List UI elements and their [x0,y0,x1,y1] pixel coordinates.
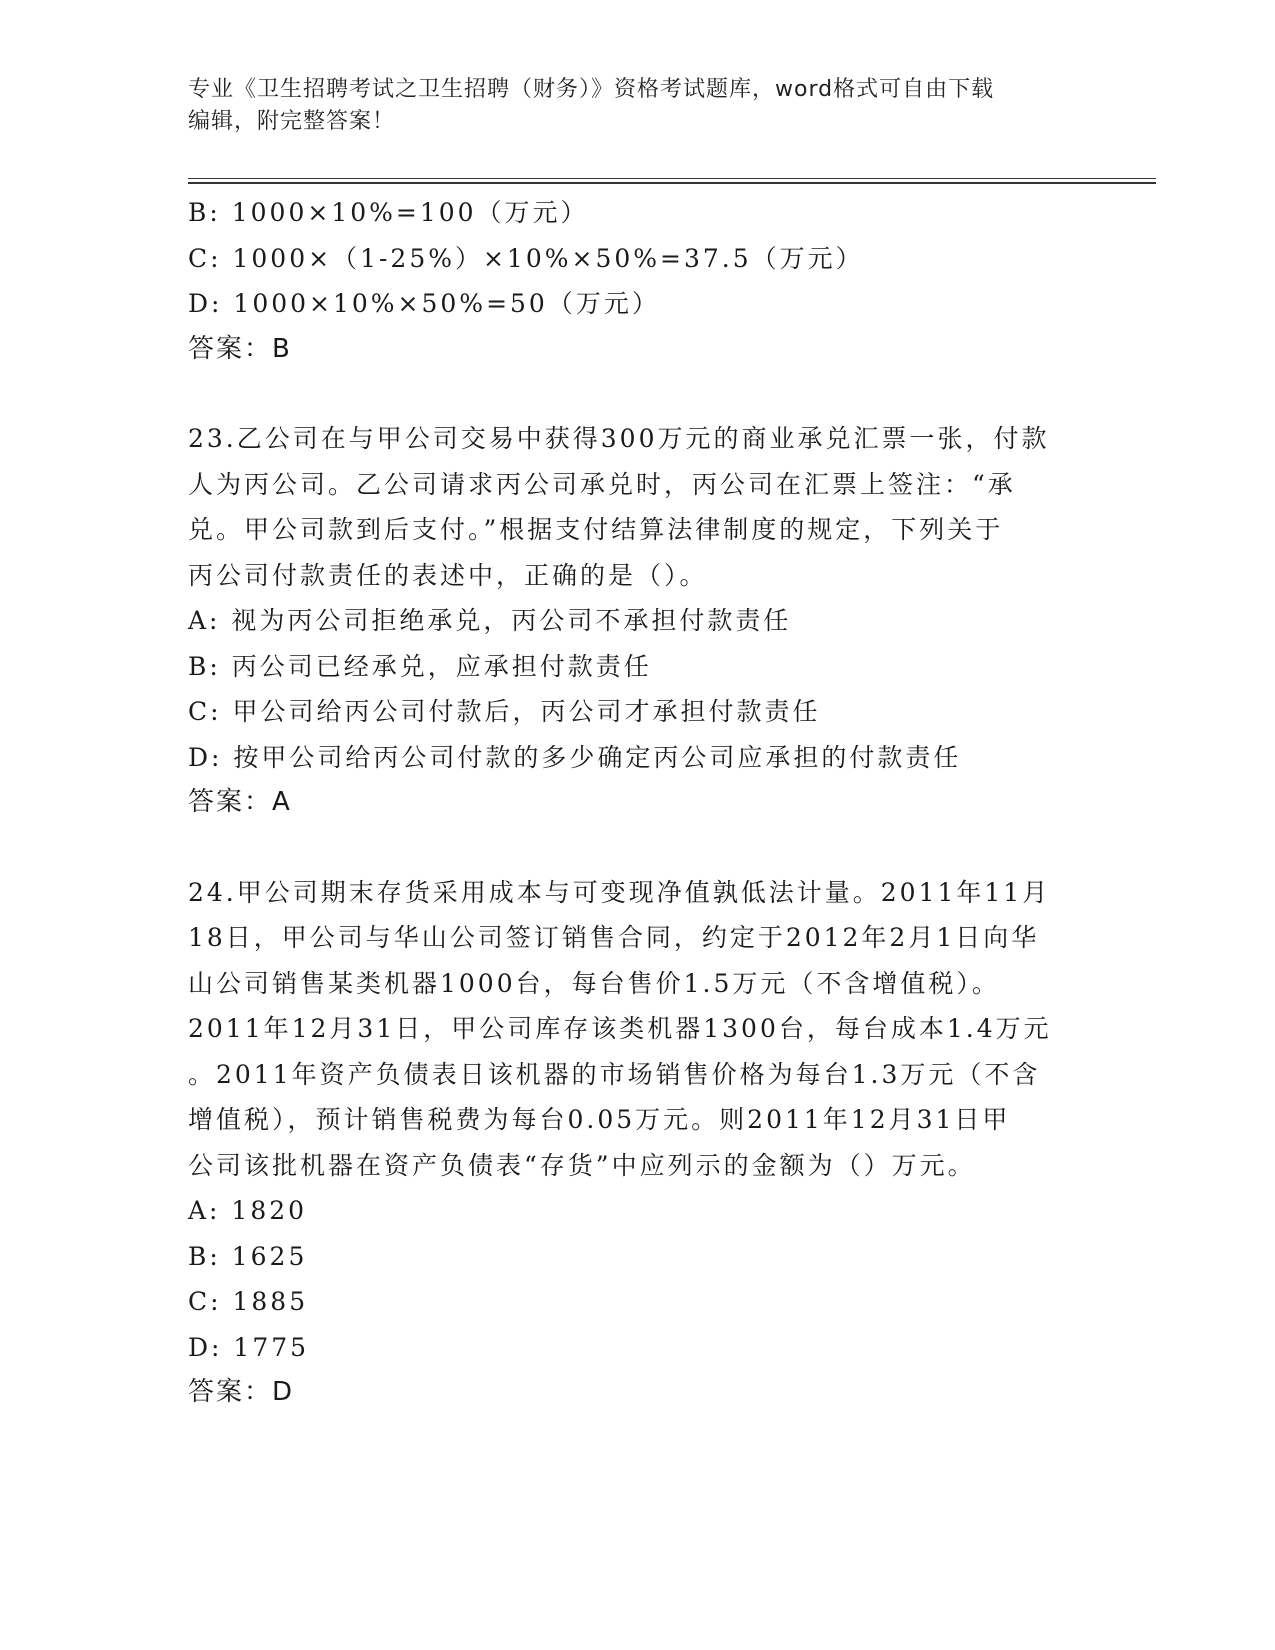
question-text-line: 2011年12月31日，甲公司库存该类机器1300台，每台成本1.4万元 [188,1014,1052,1043]
option-c: C: 甲公司给丙公司付款后，丙公司才承担付款责任 [188,697,821,726]
question-text-line: 24.甲公司期末存货采用成本与可变现净值孰低法计量。2011年11月 [188,877,1051,907]
question-text-line: 山公司销售某类机器1000台，每台售价1.5万元（不含增值税）。 [188,968,1000,998]
header-line-2: 编辑，附完整答案！ [188,109,396,134]
option-c: C: 1885 [188,1287,309,1316]
question-text-line: 公司该批机器在资产负债表“存货”中应列示的金额为（）万元。 [188,1150,976,1180]
header-divider-thick [188,182,1156,184]
option-a: A: 1820 [188,1196,308,1225]
spacer [188,372,1088,416]
answer-line: 答案：B [188,333,292,364]
option-a: A: 视为丙公司拒绝承兑，丙公司不承担付款责任 [188,606,792,635]
question-content [188,190,1088,1416]
option-b: B: 1000×10%=100（万元） [188,198,589,227]
question-text-line: 23.乙公司在与甲公司交易中获得300万元的商业承兑汇票一张，付款 [188,424,1050,453]
option-d: D: 1000×10%×50%=50（万元） [188,289,660,318]
prev-question [188,190,1088,372]
answer-line: 答案：D [188,1377,295,1407]
option-c: C: 1000×（1-25%）×10%×50%=37.5（万元） [188,243,864,273]
question-text-line: 兑。甲公司款到后支付。”根据支付结算法律制度的规定，下列关于 [188,515,1004,544]
question-text-line: 。2011年资产负债表日该机器的市场销售价格为每台1.3万元（不含 [188,1059,1041,1089]
option-d: D: 1775 [188,1332,310,1362]
question-text-line: 增值税），预计销售税费为每台0.05万元。则2011年12月31日甲 [188,1105,1011,1134]
answer-line: 答案：A [188,787,292,817]
question-23 [188,416,1088,826]
document-header [188,74,1088,138]
question-text-line: 18日，甲公司与华山公司签订销售合同，约定于2012年2月1日向华 [188,923,1040,952]
option-b: B: 丙公司已经承兑，应承担付款责任 [188,651,652,681]
option-b: B: 1625 [188,1241,308,1271]
spacer [188,826,1088,870]
question-24 [188,870,1088,1416]
question-text-line: 人为丙公司。乙公司请求丙公司承兑时，丙公司在汇票上签注：“承 [188,469,1016,499]
header-divider-thin [188,178,1156,179]
header-line-1: 专业《卫生招聘考试之卫生招聘（财务）》资格考试题库，word格式可自由下载 [188,77,995,102]
option-d: D: 按甲公司给丙公司付款的多少确定丙公司应承担的付款责任 [188,742,962,772]
question-text-line: 丙公司付款责任的表述中，正确的是（）。 [188,560,708,590]
